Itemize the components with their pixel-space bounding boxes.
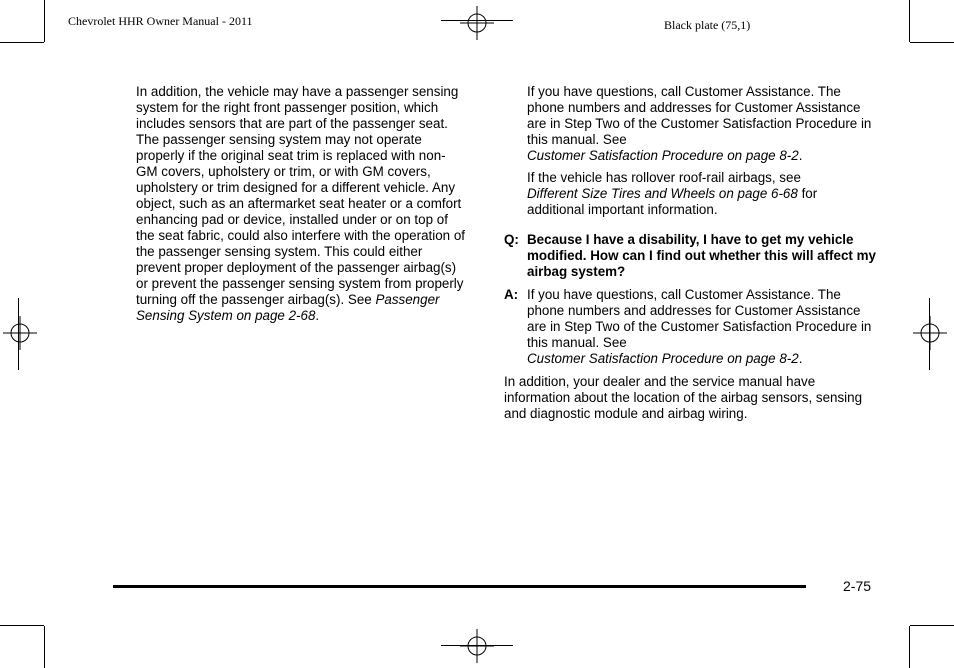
closing-paragraph: In addition, your dealer and the service manual have information about the location of the airbag sensors, sensing and diagnostic module and airbag wiring.: [504, 374, 863, 421]
paragraph-text: In addition, the vehicle may have a passenger sensing system for the right front passenger position, which includes sensors that are part of the passenger seat. The passenger sensing system may not operate properly if the original seat trim is replaced with non-GM covers, upholstery or trim, or with GM covers, upholstery or trim designed for a different vehicle. Any object, such as an aftermarket seat heater or a comfort enhancing pad or device, installed under or on top of the seat fabric, could also interfere with the operation of the passenger sensing system. This could either prevent proper deployment of the passenger airbag(s) or prevent the passenger sensing system from properly turning off the passenger airbag(s). See: [136, 84, 466, 307]
paragraph-end: .: [315, 308, 320, 323]
customer-assistance-paragraph: [504, 84, 876, 164]
answer-end: .: [798, 351, 803, 366]
paragraph-text: If the vehicle has rollover roof-rail airbags, see: [527, 170, 801, 185]
registration-mark-right-icon: [913, 316, 947, 350]
registration-tick-right: [929, 298, 930, 370]
right-column: [504, 84, 876, 422]
registration-tick-top: [441, 20, 513, 21]
left-column: [136, 84, 466, 324]
crop-mark-top-right-horizontal: [910, 42, 954, 43]
crop-mark-bottom-left-vertical: [44, 626, 45, 668]
question-label: Q:: [504, 232, 519, 247]
registration-mark-bottom-icon: [460, 629, 494, 663]
footer-rule: [113, 585, 806, 588]
paragraph-end: .: [798, 148, 803, 163]
registration-mark-left-icon: [3, 316, 37, 350]
tires-wheels-xref[interactable]: Different Size Tires and Wheels on page 6-68: [527, 186, 798, 201]
paragraph-text: If you have questions, call Customer Assistance. The phone numbers and addresses for Customer Assistance are in Step Two of the Customer Satisfaction Procedure in this manual. See: [527, 84, 872, 147]
crop-mark-top-left-vertical: [44, 0, 45, 42]
crop-mark-bottom-right-horizontal: [910, 625, 954, 626]
answer-text: If you have questions, call Customer Assistance. The phone numbers and addresses for Customer Assistance are in Step Two of the Customer Satisfaction Procedure in this manual. See: [527, 287, 872, 350]
paragraph-end: for additional important information.: [527, 186, 818, 217]
registration-tick-left: [18, 298, 19, 370]
registration-mark-top-icon: [460, 6, 494, 40]
answer-customer-satisfaction-xref[interactable]: Customer Satisfaction Procedure on page 8-2: [527, 351, 799, 366]
rollover-airbags-paragraph: [504, 170, 876, 218]
page-number: 2-75: [843, 578, 872, 594]
customer-satisfaction-xref[interactable]: Customer Satisfaction Procedure on page 8-2: [527, 148, 799, 163]
crop-mark-bottom-left-horizontal: [0, 625, 44, 626]
crop-mark-top-right-vertical: [909, 0, 910, 42]
manual-title: Chevrolet HHR Owner Manual - 2011: [68, 14, 253, 28]
answer-block: [504, 287, 876, 367]
crop-mark-bottom-right-vertical: [909, 626, 910, 668]
passenger-sensing-xref[interactable]: Passenger Sensing System on page 2-68: [136, 292, 440, 323]
crop-mark-top-left-horizontal: [0, 42, 44, 43]
plate-label: Black plate (75,1): [664, 18, 751, 32]
question-block: [504, 232, 876, 280]
answer-label: A:: [504, 287, 519, 302]
answer-text-wrap: [527, 287, 876, 367]
passenger-sensing-paragraph: [136, 84, 466, 324]
registration-tick-bottom: [441, 645, 513, 646]
question-text: Because I have a disability, I have to get my vehicle modified. How can I find out whether this will affect my airbag system?: [527, 232, 876, 279]
